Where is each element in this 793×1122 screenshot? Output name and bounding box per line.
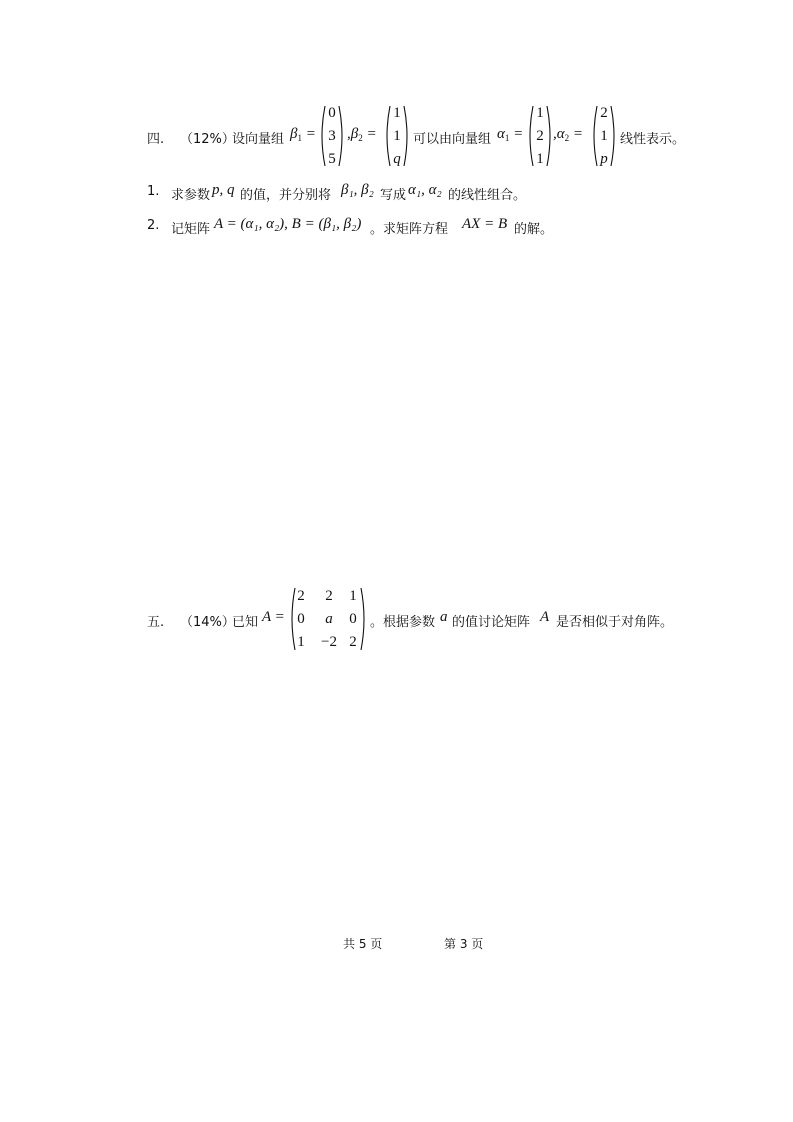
alpha2-entry: p <box>600 151 608 167</box>
alpha2-vector <box>590 104 618 168</box>
matrix-entry: −2 <box>321 634 337 650</box>
q4-text-3: 线性表示。 <box>620 132 686 147</box>
q4-item1-betas: β₁, β₂ <box>341 182 374 198</box>
beta1-vector <box>318 104 346 168</box>
alpha2-entry: 2 <box>600 105 608 121</box>
alpha1-entry: 1 <box>536 151 544 167</box>
q5-text-3: 的值讨论矩阵 <box>452 615 531 630</box>
beta2-label: $,\beta_2$ = <box>347 126 377 143</box>
beta2-vector <box>383 104 411 168</box>
q5-text-2: 。根据参数 <box>370 615 436 630</box>
q4-item2-number: 2. <box>147 218 160 233</box>
q5-percent: （14%） <box>180 615 235 630</box>
matrix-entry: 2 <box>297 588 305 604</box>
q5-text-4: 是否相似于对角阵。 <box>556 615 674 630</box>
q4-item1-vars: p, q <box>212 182 235 198</box>
q4-item2-text-2: 。求矩阵方程 <box>370 222 449 237</box>
matrix-entry: 2 <box>349 634 357 650</box>
matrix-entry: 1 <box>297 634 305 650</box>
beta1-label: $\beta_1$ = <box>290 126 316 143</box>
q4-item2-equation: AX = B <box>462 216 508 232</box>
matrix-entry: 1 <box>349 588 357 604</box>
footer-total-pages: 共 5 页 <box>343 937 383 951</box>
q4-item1-alphas: α₁, α₂ <box>408 182 442 198</box>
q5-matrix-label-2: A <box>540 609 550 625</box>
beta2-entry: 1 <box>393 105 401 121</box>
matrix-entry: 0 <box>349 611 357 627</box>
beta1-entry: 5 <box>328 151 336 167</box>
q5-text-1: 已知 <box>232 615 259 630</box>
q4-item1-text-3: 写成 <box>380 188 407 203</box>
q4-item1-text-2: 的值，并分别将 <box>240 188 332 203</box>
q4-percent: （12%） <box>180 132 235 147</box>
beta1-entry: 3 <box>328 128 336 144</box>
beta2-entry: q <box>393 151 401 167</box>
alpha1-vector <box>526 104 554 168</box>
matrix-entry: a <box>325 611 333 627</box>
q5-matrix <box>288 586 368 652</box>
q4-item1-number: 1. <box>147 184 160 199</box>
footer-current-page: 第 3 页 <box>444 937 484 951</box>
q4-item1-text-1: 求参数 <box>171 188 211 203</box>
alpha1-entry: 2 <box>536 128 544 144</box>
q4-item2-text-1: 记矩阵 <box>171 222 211 237</box>
q5-matrix-label: A = <box>262 609 285 625</box>
q4-item2-text-3: 的解。 <box>514 222 554 237</box>
q4-text-1: 设向量组 <box>232 132 285 147</box>
q4-item1-text-4: 的线性组合。 <box>448 188 527 203</box>
beta2-entry: 1 <box>393 128 401 144</box>
alpha2-label: $,\alpha_2$ = <box>553 126 583 143</box>
q5-param: a <box>440 609 448 625</box>
q5-number: 五. <box>147 615 165 630</box>
q4-number: 四. <box>147 132 165 147</box>
beta1-entry: 0 <box>328 105 336 121</box>
q4-item2-definition: A = (α₁, α₂), B = (β₁, β₂) <box>214 216 362 232</box>
alpha1-entry: 1 <box>536 105 544 121</box>
q4-text-2: 可以由向量组 <box>413 132 492 147</box>
matrix-entry: 2 <box>325 588 333 604</box>
matrix-entry: 0 <box>297 611 305 627</box>
alpha1-label: $\alpha_1$ = <box>497 126 524 143</box>
alpha2-entry: 1 <box>600 128 608 144</box>
